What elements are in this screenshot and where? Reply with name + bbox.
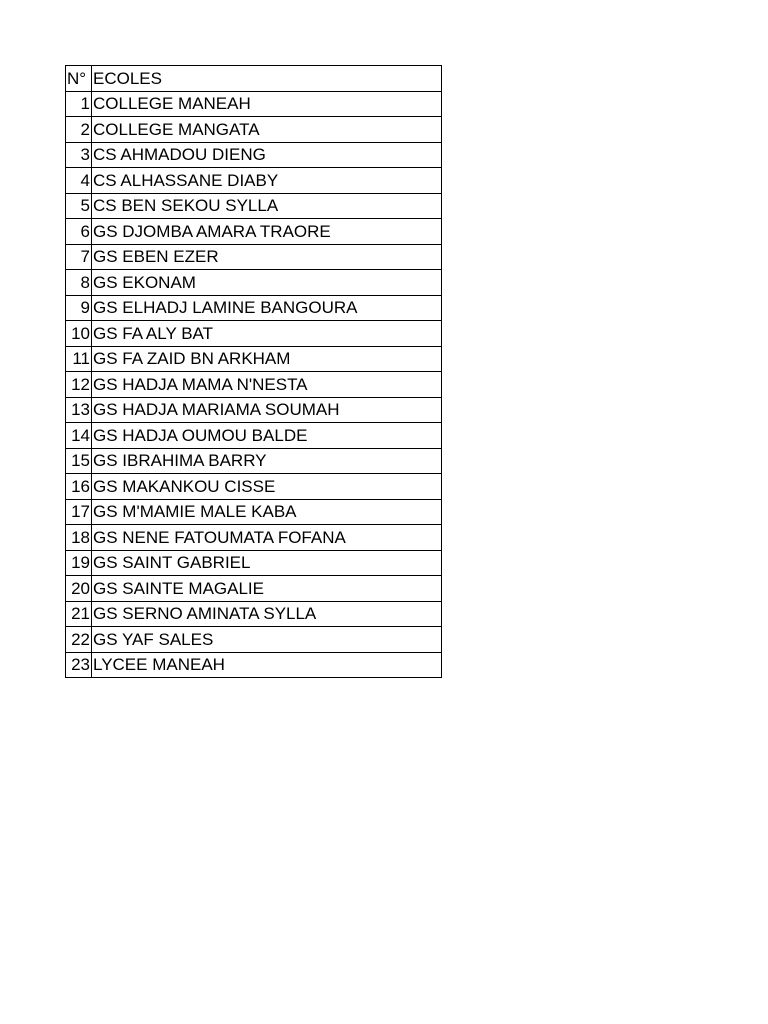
row-number-cell: 21 bbox=[66, 601, 92, 627]
table-header-row bbox=[66, 66, 442, 92]
table-row bbox=[66, 550, 442, 576]
school-name-cell: CS BEN SEKOU SYLLA bbox=[92, 193, 442, 219]
row-number-cell: 15 bbox=[66, 448, 92, 474]
table-row bbox=[66, 193, 442, 219]
row-number-cell: 12 bbox=[66, 372, 92, 398]
row-number-cell: 1 bbox=[66, 91, 92, 117]
row-number-cell: 16 bbox=[66, 474, 92, 500]
school-name-cell: GS MAKANKOU CISSE bbox=[92, 474, 442, 500]
school-name-cell: GS EBEN EZER bbox=[92, 244, 442, 270]
school-name-cell: GS DJOMBA AMARA TRAORE bbox=[92, 219, 442, 245]
table-row bbox=[66, 397, 442, 423]
row-number-cell: 2 bbox=[66, 117, 92, 143]
school-name-cell: GS HADJA MAMA N'NESTA bbox=[92, 372, 442, 398]
table-row bbox=[66, 474, 442, 500]
school-name-cell: GS SAINT GABRIEL bbox=[92, 550, 442, 576]
table-row bbox=[66, 601, 442, 627]
header-schools: ECOLES bbox=[92, 66, 442, 92]
row-number-cell: 10 bbox=[66, 321, 92, 347]
schools-table bbox=[65, 65, 442, 678]
school-name-cell: CS ALHASSANE DIABY bbox=[92, 168, 442, 194]
table-row bbox=[66, 372, 442, 398]
table-row bbox=[66, 219, 442, 245]
school-name-cell: GS EKONAM bbox=[92, 270, 442, 296]
table-row bbox=[66, 117, 442, 143]
school-name-cell: COLLEGE MANEAH bbox=[92, 91, 442, 117]
school-name-cell: CS AHMADOU DIENG bbox=[92, 142, 442, 168]
row-number-cell: 13 bbox=[66, 397, 92, 423]
row-number-cell: 22 bbox=[66, 627, 92, 653]
table-body bbox=[66, 91, 442, 678]
school-name-cell: GS SAINTE MAGALIE bbox=[92, 576, 442, 602]
row-number-cell: 5 bbox=[66, 193, 92, 219]
row-number-cell: 23 bbox=[66, 652, 92, 678]
table-row bbox=[66, 168, 442, 194]
table-row bbox=[66, 142, 442, 168]
school-name-cell: GS HADJA MARIAMA SOUMAH bbox=[92, 397, 442, 423]
school-name-cell: GS YAF SALES bbox=[92, 627, 442, 653]
row-number-cell: 17 bbox=[66, 499, 92, 525]
table-row bbox=[66, 91, 442, 117]
row-number-cell: 7 bbox=[66, 244, 92, 270]
table-row bbox=[66, 346, 442, 372]
school-name-cell: GS NENE FATOUMATA FOFANA bbox=[92, 525, 442, 551]
table-row bbox=[66, 627, 442, 653]
table-row bbox=[66, 652, 442, 678]
table-row bbox=[66, 423, 442, 449]
row-number-cell: 4 bbox=[66, 168, 92, 194]
school-name-cell: GS IBRAHIMA BARRY bbox=[92, 448, 442, 474]
row-number-cell: 6 bbox=[66, 219, 92, 245]
table-row bbox=[66, 576, 442, 602]
school-name-cell: GS ELHADJ LAMINE BANGOURA bbox=[92, 295, 442, 321]
school-name-cell: COLLEGE MANGATA bbox=[92, 117, 442, 143]
table-row bbox=[66, 321, 442, 347]
row-number-cell: 19 bbox=[66, 550, 92, 576]
row-number-cell: 8 bbox=[66, 270, 92, 296]
school-name-cell: GS SERNO AMINATA SYLLA bbox=[92, 601, 442, 627]
table-row bbox=[66, 295, 442, 321]
row-number-cell: 20 bbox=[66, 576, 92, 602]
school-name-cell: GS FA ALY BAT bbox=[92, 321, 442, 347]
table-row bbox=[66, 244, 442, 270]
table-row bbox=[66, 448, 442, 474]
row-number-cell: 3 bbox=[66, 142, 92, 168]
school-name-cell: LYCEE MANEAH bbox=[92, 652, 442, 678]
school-name-cell: GS HADJA OUMOU BALDE bbox=[92, 423, 442, 449]
table-row bbox=[66, 525, 442, 551]
school-name-cell: GS FA ZAID BN ARKHAM bbox=[92, 346, 442, 372]
school-name-cell: GS M'MAMIE MALE KABA bbox=[92, 499, 442, 525]
header-number: N° bbox=[66, 66, 92, 92]
row-number-cell: 9 bbox=[66, 295, 92, 321]
table-row bbox=[66, 499, 442, 525]
row-number-cell: 14 bbox=[66, 423, 92, 449]
row-number-cell: 18 bbox=[66, 525, 92, 551]
row-number-cell: 11 bbox=[66, 346, 92, 372]
table-row bbox=[66, 270, 442, 296]
